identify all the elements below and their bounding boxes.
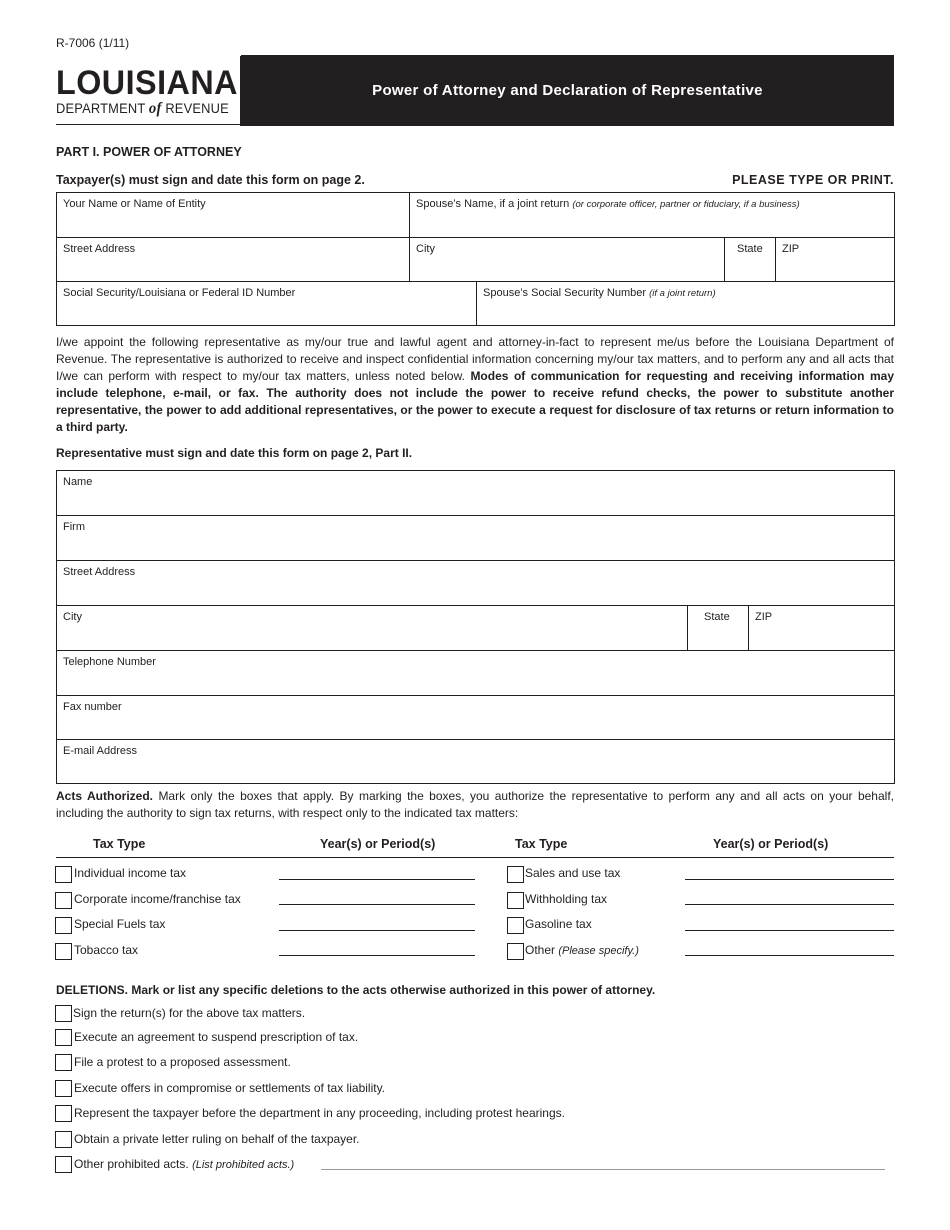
representative-info-box (56, 470, 895, 784)
tobacco-tax-years-line[interactable] (279, 955, 475, 956)
logo-underline (56, 124, 242, 125)
deletion-suspend-prescription-label: Execute an agreement to suspend prescription of tax. (74, 1030, 359, 1044)
rep-city-label: City (63, 611, 82, 623)
deletion-compromise-checkbox[interactable] (55, 1080, 72, 1097)
deletion-suspend-prescription-checkbox[interactable] (55, 1029, 72, 1046)
taxpayer-name-field[interactable] (56, 192, 409, 237)
other-tax-label (525, 943, 639, 957)
deletion-represent-label: Represent the taxpayer before the department in any proceeding, including protest hearings. (74, 1106, 565, 1120)
withholding-tax-checkbox[interactable] (507, 892, 524, 909)
acts-authorized-paragraph (56, 788, 894, 822)
rep-street-label: Street Address (63, 566, 136, 578)
acts-authorized-text: Mark only the boxes that apply. By marking the boxes, you authorize the representative to perform any and all acts on your behalf, including the authority to sign tax returns, with respect only to the indicated tax matters: (56, 789, 894, 820)
form-title: Power of Attorney and Declaration of Representative (372, 82, 763, 99)
deletions-heading: DELETIONS. Mark or list any specific deletions to the acts otherwise authorized in this power of attorney. (56, 983, 656, 997)
years-header-left: Year(s) or Period(s) (320, 837, 436, 851)
rep-name-label: Name (63, 476, 93, 488)
taxpayer-sign-note: Taxpayer(s) must sign and date this form on page 2. (56, 173, 365, 187)
deletion-file-protest-checkbox[interactable] (55, 1054, 72, 1071)
other-tax-years-line[interactable] (685, 955, 894, 956)
sales-use-tax-label: Sales and use tax (525, 866, 621, 880)
special-fuels-tax-years-line[interactable] (279, 930, 475, 931)
rep-email-label: E-mail Address (63, 745, 137, 757)
other-tax-note: (Please specify.) (558, 945, 639, 957)
other-tax-text: Other (525, 943, 556, 957)
deletion-letter-ruling-checkbox[interactable] (55, 1131, 72, 1148)
withholding-tax-years-line[interactable] (685, 904, 894, 905)
deletion-other-text: Other prohibited acts. (74, 1157, 189, 1171)
spouse-ssn-field[interactable] (476, 281, 895, 326)
gasoline-tax-checkbox[interactable] (507, 917, 524, 934)
logo-main-text: LOUISIANA (56, 64, 238, 102)
corporate-franchise-tax-years-line[interactable] (279, 904, 475, 905)
deletion-other-line[interactable] (321, 1169, 885, 1170)
rep-name-field[interactable] (56, 470, 895, 516)
spouse-name-field[interactable] (409, 192, 895, 237)
acts-authorized-heading: Acts Authorized. (56, 789, 153, 803)
taxpayer-zip-field[interactable] (775, 237, 895, 282)
rep-phone-field[interactable] (56, 650, 895, 696)
deletion-sign-return-label: Sign the return(s) for the above tax matters. (73, 1006, 306, 1020)
appointment-bold-text: Modes of communication for requesting and receiving information may include telephone, e-mail, or fax. The authority does not include the power to receive refund checks, the power to substitute another representative, the power to add additional representatives, or the power to execute a request for disclosure of tax returns or return information to a third party. (56, 369, 894, 434)
spouse-name-label: Spouse’s Name, if a joint return (416, 198, 570, 210)
tax-table-header-rule (56, 857, 894, 858)
spouse-ssn-note: (if a joint return) (649, 288, 716, 299)
taxpayer-city-field[interactable] (409, 237, 725, 282)
deletion-other-label (74, 1157, 294, 1171)
individual-income-tax-years-line[interactable] (279, 879, 475, 880)
deletion-other-checkbox[interactable] (55, 1156, 72, 1173)
logo-sub-post: REVENUE (165, 100, 229, 116)
special-fuels-tax-checkbox[interactable] (55, 917, 72, 934)
deletion-sign-return-checkbox[interactable] (55, 1005, 72, 1022)
deletion-other-note: (List prohibited acts.) (192, 1159, 295, 1171)
logo-sub-text (56, 100, 229, 118)
deletion-represent-checkbox[interactable] (55, 1105, 72, 1122)
taxpayer-info-box (56, 192, 895, 326)
appointment-text: I/we appoint the following representative as my/our true and lawful agent and attorney-in-fact to represent me/us before the Louisiana Department of Revenue. The representative is authorized to receive and inspect confidential information concerning my/our tax matters, and to perform any and all acts that I/we can perform with respect to my/our tax matters, unless noted below. (56, 335, 894, 383)
individual-income-tax-label: Individual income tax (74, 866, 187, 880)
taxpayer-name-label: Your Name or Name of Entity (63, 198, 206, 210)
spouse-name-note: (or corporate officer, partner or fiduciary, if a business) (572, 199, 800, 210)
rep-fax-label: Fax number (63, 701, 122, 713)
taxpayer-state-field[interactable] (724, 237, 776, 282)
logo-sub-pre: DEPARTMENT (56, 100, 146, 116)
rep-state-label: State (704, 611, 730, 623)
spouse-ssn-label: Spouse’s Social Security Number (483, 287, 647, 299)
special-fuels-tax-label: Special Fuels tax (74, 917, 166, 931)
other-tax-checkbox[interactable] (507, 943, 524, 960)
corporate-franchise-tax-checkbox[interactable] (55, 892, 72, 909)
sales-use-tax-checkbox[interactable] (507, 866, 524, 883)
years-header-right: Year(s) or Period(s) (713, 837, 829, 851)
rep-firm-field[interactable] (56, 515, 895, 561)
deletion-file-protest-label: File a protest to a proposed assessment. (74, 1055, 291, 1069)
tax-type-header-left: Tax Type (93, 837, 146, 851)
form-number: R-7006 (1/11) (56, 36, 130, 50)
taxpayer-ssn-label: Social Security/Louisiana or Federal ID Number (63, 287, 296, 299)
type-or-print-note: PLEASE TYPE OR PRINT. (732, 173, 894, 187)
rep-fax-field[interactable] (56, 695, 895, 741)
rep-city-field[interactable] (56, 605, 688, 651)
taxpayer-state-label: State (737, 243, 763, 255)
taxpayer-street-label: Street Address (63, 243, 136, 255)
part1-heading: PART I. POWER OF ATTORNEY (56, 145, 242, 159)
logo-sub-of: of (148, 100, 162, 117)
form-title-banner (241, 55, 894, 126)
deletion-compromise-label: Execute offers in compromise or settlements of tax liability. (74, 1081, 386, 1095)
rep-zip-field[interactable] (748, 605, 895, 651)
rep-zip-label: ZIP (755, 611, 773, 623)
individual-income-tax-checkbox[interactable] (55, 866, 72, 883)
taxpayer-zip-label: ZIP (782, 243, 800, 255)
rep-state-field[interactable] (687, 605, 749, 651)
rep-phone-label: Telephone Number (63, 656, 156, 668)
withholding-tax-label: Withholding tax (525, 892, 608, 906)
deletion-letter-ruling-label: Obtain a private letter ruling on behalf of the taxpayer. (74, 1132, 360, 1146)
tobacco-tax-label: Tobacco tax (74, 943, 139, 957)
sales-use-tax-years-line[interactable] (685, 879, 894, 880)
gasoline-tax-label: Gasoline tax (525, 917, 592, 931)
rep-street-field[interactable] (56, 560, 895, 606)
taxpayer-ssn-field[interactable] (56, 281, 476, 326)
rep-email-field[interactable] (56, 739, 895, 784)
tax-type-header-right: Tax Type (515, 837, 568, 851)
gasoline-tax-years-line[interactable] (685, 930, 894, 931)
louisiana-revenue-logo (56, 56, 242, 126)
tobacco-tax-checkbox[interactable] (55, 943, 72, 960)
corporate-franchise-tax-label: Corporate income/franchise tax (74, 892, 241, 906)
taxpayer-street-field[interactable] (56, 237, 409, 282)
appointment-paragraph (56, 334, 894, 436)
taxpayer-city-label: City (416, 243, 435, 255)
rep-firm-label: Firm (63, 521, 85, 533)
representative-sign-note: Representative must sign and date this form on page 2, Part II. (56, 446, 413, 460)
